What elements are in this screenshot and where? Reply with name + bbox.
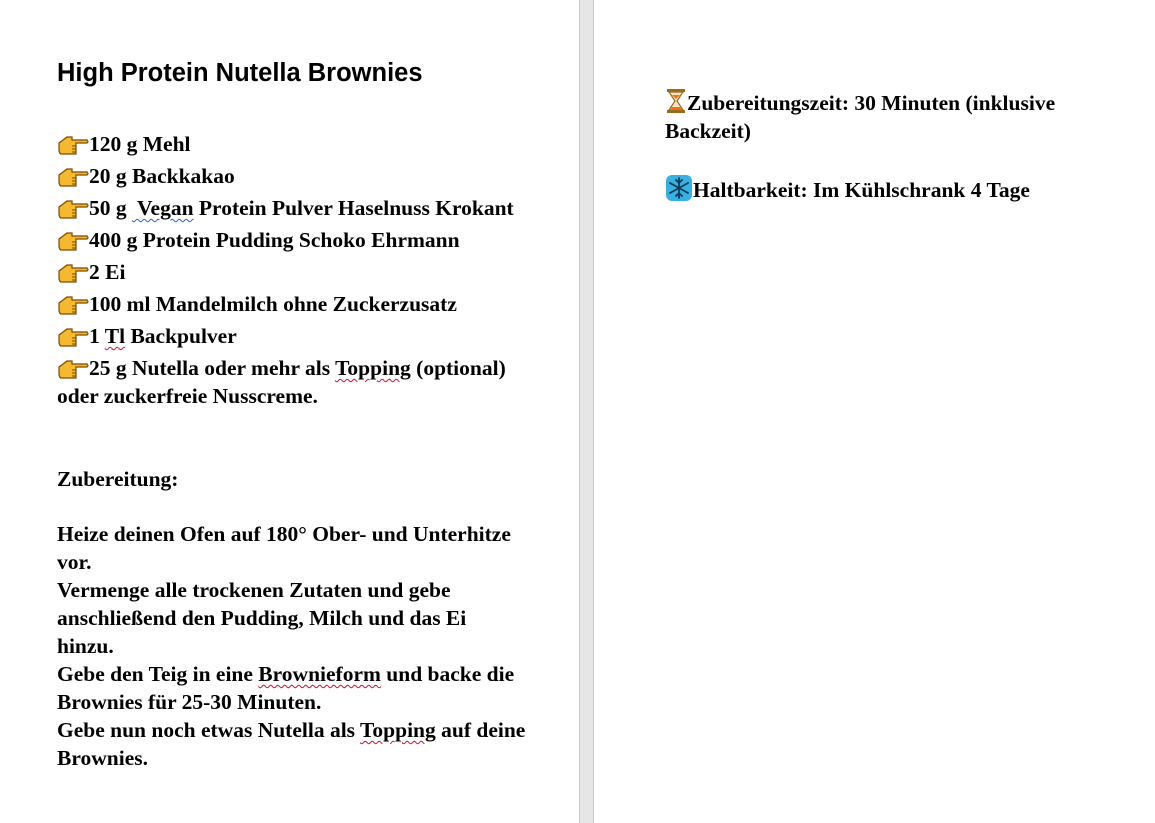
preparation-heading: Zubereitung: bbox=[57, 467, 179, 491]
spelling-marked-word[interactable]: Brownieform bbox=[258, 662, 381, 686]
spelling-marked-word[interactable]: Topping bbox=[360, 718, 436, 742]
step-item: Vermenge alle trockenen Zutaten und gebe anschließend den Pudding, Milch und das Ei hinzu. bbox=[57, 578, 467, 658]
ingredient-item bbox=[57, 226, 527, 254]
step-text: auf deine Brownies. bbox=[57, 718, 526, 770]
pointing-hand-icon bbox=[57, 165, 89, 187]
pointing-hand-icon bbox=[57, 133, 89, 155]
pointing-hand-icon bbox=[57, 261, 89, 283]
step-item: Heize deinen Ofen auf 180° Ober- und Unterhitze vor. bbox=[57, 522, 511, 574]
step-text: Gebe den Teig in eine bbox=[57, 662, 259, 686]
ingredient-item bbox=[57, 194, 527, 222]
ingredient-item bbox=[57, 130, 527, 158]
ingredient-list bbox=[57, 130, 527, 414]
snowflake-icon bbox=[665, 175, 693, 201]
ingredient-item bbox=[57, 258, 527, 286]
step-item bbox=[57, 660, 527, 716]
ingredient-item bbox=[57, 322, 527, 350]
ingredient-text: Backpulver bbox=[125, 324, 237, 348]
ingredient-text: 1 bbox=[89, 324, 105, 348]
prep-time-text: Zubereitungszeit: 30 Minuten (inklusive Backzeit) bbox=[665, 91, 1056, 143]
ingredient-text: 20 g Backkakao bbox=[89, 164, 235, 188]
ingredient-item bbox=[57, 354, 527, 410]
shelf-life-line bbox=[665, 175, 1030, 204]
ingredient-text: 25 g Nutella oder mehr als bbox=[89, 356, 336, 380]
pointing-hand-icon bbox=[57, 357, 89, 379]
recipe-title: High Protein Nutella Brownies bbox=[57, 59, 423, 87]
pointing-hand-icon bbox=[57, 229, 89, 251]
prep-time-line bbox=[665, 88, 1115, 145]
ingredient-text: 50 g bbox=[89, 196, 132, 220]
step-item bbox=[57, 716, 527, 772]
ingredient-text: 100 ml Mandelmilch ohne Zuckerzusatz bbox=[89, 292, 457, 316]
ingredient-text: 400 g Protein Pudding Schoko Ehrmann bbox=[89, 228, 460, 252]
grammar-marked-word[interactable]: Vegan bbox=[132, 196, 194, 220]
ingredient-text: 120 g Mehl bbox=[89, 132, 191, 156]
preparation-steps bbox=[57, 520, 527, 772]
pointing-hand-icon bbox=[57, 197, 89, 219]
ingredient-item bbox=[57, 290, 527, 318]
hourglass-icon bbox=[665, 88, 687, 114]
page-gap bbox=[579, 0, 594, 823]
spelling-marked-word[interactable]: Topping bbox=[335, 356, 411, 380]
step-text: und backe die Brownies für 25-30 Minuten. bbox=[57, 662, 515, 714]
shelf-life-text: Haltbarkeit: Im Kühlschrank 4 Tage bbox=[693, 178, 1030, 202]
pointing-hand-icon bbox=[57, 293, 89, 315]
ingredient-text: 2 Ei bbox=[89, 260, 126, 284]
ingredient-item bbox=[57, 162, 527, 190]
ingredient-text: Protein Pulver Haselnuss Krokant bbox=[193, 196, 514, 220]
pointing-hand-icon bbox=[57, 325, 89, 347]
ingredient-text: (optional) oder zuckerfreie Nusscreme. bbox=[57, 356, 506, 408]
step-text: Gebe nun noch etwas Nutella als bbox=[57, 718, 361, 742]
spelling-marked-word[interactable]: Tl bbox=[104, 324, 126, 348]
